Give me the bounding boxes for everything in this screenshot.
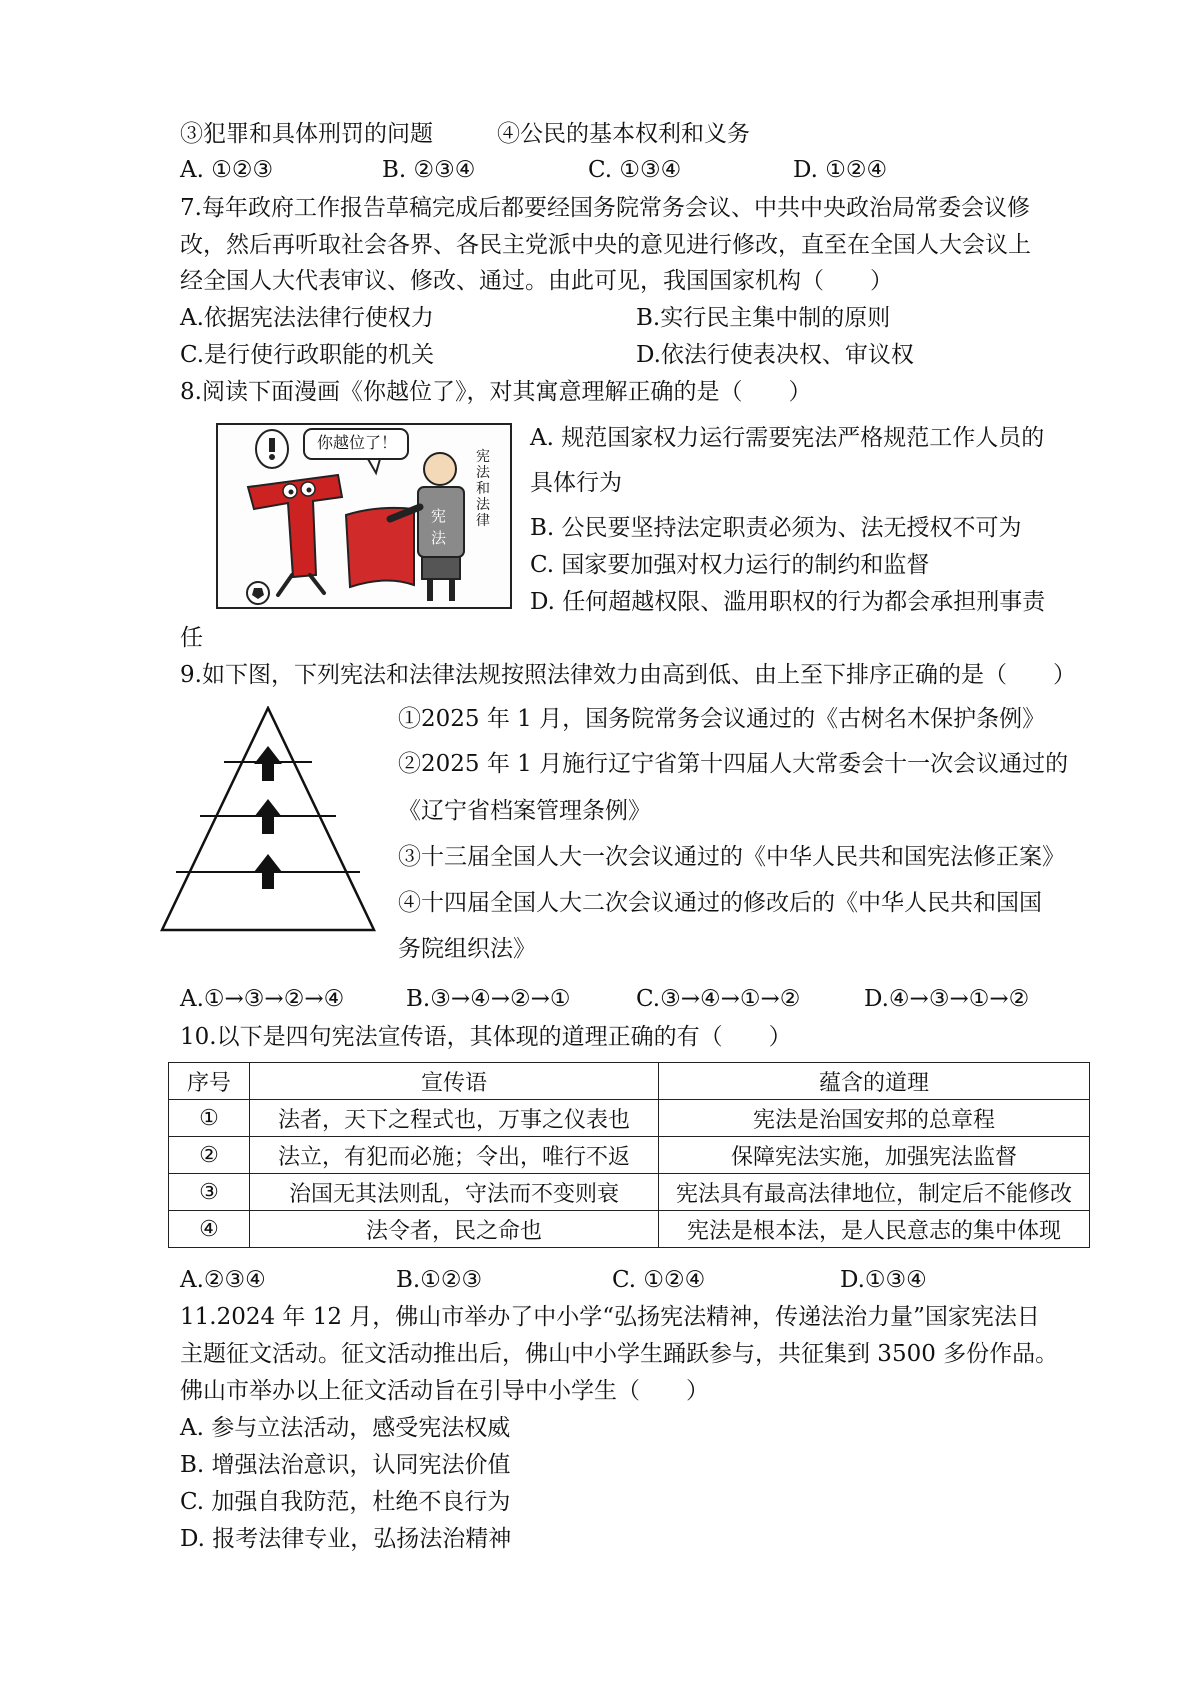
q11-stem-line-1: 11.2024 年 12 月，佛山市举办了中小学“弘扬宪法精神，传递法治力量”国家宪法日: [180, 1304, 1040, 1330]
q10-option-d[interactable]: D.①③④: [840, 1267, 927, 1293]
q10-stem: 10.以下是四句宪法宣传语，其体现的道理正确的有（ ）: [180, 1024, 792, 1050]
q10-option-a[interactable]: A.②③④: [180, 1267, 266, 1293]
q11-stem-line-3: 佛山市举办以上征文活动旨在引导中小学生（ ）: [180, 1378, 709, 1404]
q11-option-d[interactable]: D. 报考法律专业，弘扬法治精神: [180, 1526, 512, 1552]
table-row: [169, 1100, 1090, 1137]
table-cell: 法立，有犯而必施；令出，唯行不返: [250, 1137, 659, 1174]
cartoon-side-label: 宪法和法律: [476, 449, 490, 529]
q9-item-1: ①2025 年 1 月，国务院常务会议通过的《古树名木保护条例》: [398, 706, 1046, 732]
table-header-cell: 序号: [169, 1063, 250, 1100]
table-cell: 保障宪法实施，加强宪法监督: [659, 1137, 1090, 1174]
table-cell: 宪法是治国安邦的总章程: [659, 1100, 1090, 1137]
table-cell: ①: [169, 1100, 250, 1137]
pyramid-diagram: [158, 706, 378, 936]
q9-item-3: ③十三届全国人大一次会议通过的《中华人民共和国宪法修正案》: [398, 844, 1065, 870]
q8-option-a-line-2[interactable]: 具体行为: [530, 470, 622, 496]
q9-option-c[interactable]: C.③→④→①→②: [636, 986, 801, 1012]
q6-option-a[interactable]: A. ①②③: [180, 157, 274, 183]
q9-option-a[interactable]: A.①→③→②→④: [180, 986, 345, 1012]
cartoon-image: [216, 423, 512, 609]
q7-option-b[interactable]: B.实行民主集中制的原则: [636, 305, 891, 331]
q9-item-4-line-2: 务院组织法》: [398, 936, 536, 962]
q8-option-c[interactable]: C. 国家要加强对权力运行的制约和监督: [530, 552, 930, 578]
q7-stem-line-1: 7.每年政府工作报告草稿完成后都要经国务院常务会议、中共中央政治局常委会议修: [180, 195, 1030, 221]
q7-option-d[interactable]: D.依法行使表决权、审议权: [636, 342, 914, 368]
table-row: [169, 1137, 1090, 1174]
q6-option-d[interactable]: D. ①②④: [793, 157, 888, 183]
q7-option-c[interactable]: C.是行使行政职能的机关: [180, 342, 435, 368]
table-cell: 宪法具有最高法律地位，制定后不能修改: [659, 1174, 1090, 1211]
q6-item-3: ③犯罪和具体刑罚的问题: [180, 121, 433, 147]
q7-stem-line-2: 改，然后再听取社会各界、各民主党派中央的意见进行修改，直至在全国人大会议上: [180, 232, 1031, 258]
q7-option-a[interactable]: A.依据宪法法律行使权力: [180, 305, 434, 331]
table-header-row: [169, 1063, 1090, 1100]
q8-option-d-line-2[interactable]: 任: [180, 625, 203, 651]
table-cell: 宪法是根本法，是人民意志的集中体现: [659, 1211, 1090, 1248]
q7-stem-line-3: 经全国人大代表审议、修改、通过。由此可见，我国国家机构（ ）: [180, 268, 893, 294]
q10-option-c[interactable]: C. ①②④: [612, 1267, 706, 1293]
q8-option-a-line-1[interactable]: A. 规范国家权力运行需要宪法严格规范工作人员的: [530, 425, 1045, 451]
table-header-cell: 宣传语: [250, 1063, 659, 1100]
flag-char-2: 法: [431, 529, 447, 547]
q6-option-b[interactable]: B. ②③④: [382, 157, 476, 183]
q11-option-c[interactable]: C. 加强自我防范，杜绝不良行为: [180, 1489, 511, 1515]
q9-option-d[interactable]: D.④→③→①→②: [864, 986, 1030, 1012]
q9-stem: 9.如下图，下列宪法和法律法规按照法律效力由高到低、由上至下排序正确的是（ ）: [180, 662, 1076, 688]
q9-item-2-line-1: ②2025 年 1 月施行辽宁省第十四届人大常委会十一次会议通过的: [398, 751, 1069, 777]
q9-item-4-line-1: ④十四届全国人大二次会议通过的修改后的《中华人民共和国国: [398, 890, 1042, 916]
cartoon-bubble-text: 你越位了！: [316, 433, 397, 452]
q8-stem: 8.阅读下面漫画《你越位了》，对其寓意理解正确的是（ ）: [180, 379, 812, 405]
table-cell: ③: [169, 1174, 250, 1211]
q6-item-4: ④公民的基本权利和义务: [497, 121, 750, 147]
q11-option-b[interactable]: B. 增强法治意识，认同宪法价值: [180, 1452, 511, 1478]
table-cell: ②: [169, 1137, 250, 1174]
q11-option-a[interactable]: A. 参与立法活动，感受宪法权威: [180, 1415, 511, 1441]
table-header-cell: 蕴含的道理: [659, 1063, 1090, 1100]
table-row: [169, 1174, 1090, 1211]
q8-option-d-line-1[interactable]: D. 任何超越权限、滥用职权的行为都会承担刑事责: [530, 589, 1046, 615]
table-cell: 治国无其法则乱，守法而不变则衰: [250, 1174, 659, 1211]
q10-option-b[interactable]: B.①②③: [396, 1267, 483, 1293]
q9-option-b[interactable]: B.③→④→②→①: [406, 986, 571, 1012]
q11-stem-line-2: 主题征文活动。征文活动推出后，佛山中小学生踊跃参与，共征集到 3500 多份作品。: [180, 1341, 1059, 1367]
flag-char-1: 宪: [431, 507, 447, 525]
table-cell: ④: [169, 1211, 250, 1248]
table-cell: 法者，天下之程式也，万事之仪表也: [250, 1100, 659, 1137]
q8-option-b[interactable]: B. 公民要坚持法定职责必须为、法无授权不可为: [530, 515, 1022, 541]
q9-item-2-line-2: 《辽宁省档案管理条例》: [398, 798, 651, 824]
q6-option-c[interactable]: C. ①③④: [588, 157, 682, 183]
q10-table: [168, 1062, 1090, 1248]
table-cell: 法令者，民之命也: [250, 1211, 659, 1248]
table-row: [169, 1211, 1090, 1248]
